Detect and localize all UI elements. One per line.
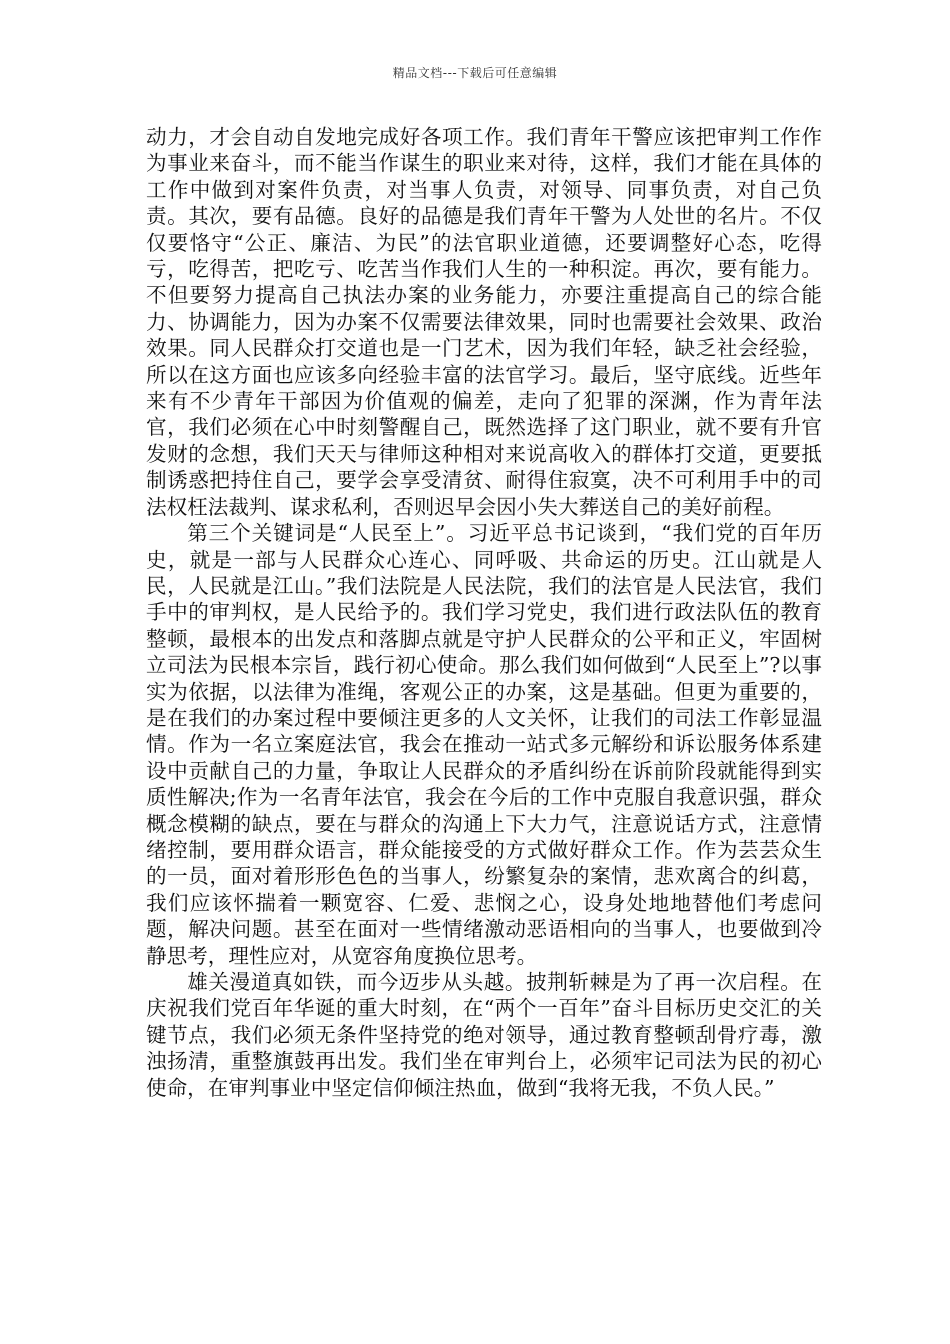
paragraph-2: 第三个关键词是“人民至上”。习近平总书记谈到，“我们党的百年历史，就是一部与人民群众心连心、同呼吸、共命运的历史。江山就是人民，人民就是江山。”我们法院是人民法院，我们的法官是人民法官，我们手中的审判权，是人民给予的。我们学习党史，我们进行政法队伍的教育整顿，最根本的出发点和落脚点就是守护人民群众的公平和正义，牢固树立司法为民根本宗旨，践行初心使命。那么我们如何做到“人民至上”?以事实为依据，以法律为准绳，客观公正的办案，这是基础。但更为重要的，是在我们的办案过程中要倾注更多的人文关怀，让我们的司法工作彰显温情。作为一名立案庭法官，我会在推动一站式多元解纷和诉讼服务体系建设中贡献自己的力量，争取让人民群众的矛盾纠纷在诉前阶段就能得到实质性解决;作为一名青年法官，我会在今后的工作中克服自我意识强，群众概念模糊的缺点，要在与群众的沟通上下大力气，注意说话方式，注意情绪控制，要用群众语言，群众能接受的方式做好群众工作。作为芸芸众生的一员，面对着形形色色的当事人，纷繁复杂的案情，悲欢离合的纠葛，我们应该怀揣着一颗宽容、仁爱、悲悯之心，设身处地地替他们考虑问题，解决问题。甚至在面对一些情绪激动恶语相向的当事人，也要做到冷静思考，理性应对，从宽容角度换位思考。 (146, 521, 822, 968)
paragraph-3: 雄关漫道真如铁，而今迈步从头越。披荆斩棘是为了再一次启程。在庆祝我们党百年华诞的重大时刻，在“两个一百年”奋斗目标历史交汇的关键节点，我们必须无条件坚持党的绝对领导，通过教育整顿刮骨疗毒，激浊扬清，重整旗鼓再出发。我们坐在审判台上，必须牢记司法为民的初心使命，在审判事业中坚定信仰倾注热血，做到“我将无我，不负人民。” (146, 970, 822, 1100)
document-body (146, 124, 822, 1101)
header-note: 精品文档---下载后可任意编辑 (392, 66, 558, 80)
paragraph-1: 动力，才会自动自发地完成好各项工作。我们青年干警应该把审判工作作为事业来奋斗，而不能当作谋生的职业来对待，这样，我们才能在具体的工作中做到对案件负责，对当事人负责，对领导、同事负责，对自己负责。其次，要有品德。良好的品德是我们青年干警为人处世的名片。不仅仅要恪守“公正、廉洁、为民”的法官职业道德，还要调整好心态，吃得亏，吃得苦，把吃亏、吃苦当作我们人生的一种积淀。再次，要有能力。不但要努力提高自己执法办案的业务能力，亦要注重提高自己的综合能力、协调能力，因为办案不仅需要法律效果，同时也需要社会效果、政治效果。同人民群众打交道也是一门艺术，因为我们年轻，缺乏社会经验，所以在这方面也应该多向经验丰富的法官学习。最后，坚守底线。近些年来有不少青年干部因为价值观的偏差，走向了犯罪的深渊，作为青年法官，我们必须在心中时刻警醒自己，既然选择了这门职业，就不要有升官发财的念想，我们天天与律师这种相对来说高收入的群体打交道，更要抵制诱惑把持住自己，要学会享受清贫、耐得住寂寞，决不可利用手中的司法权枉法裁判、谋求私利，否则迟早会因小失大葬送自己的美好前程。 (146, 125, 822, 519)
